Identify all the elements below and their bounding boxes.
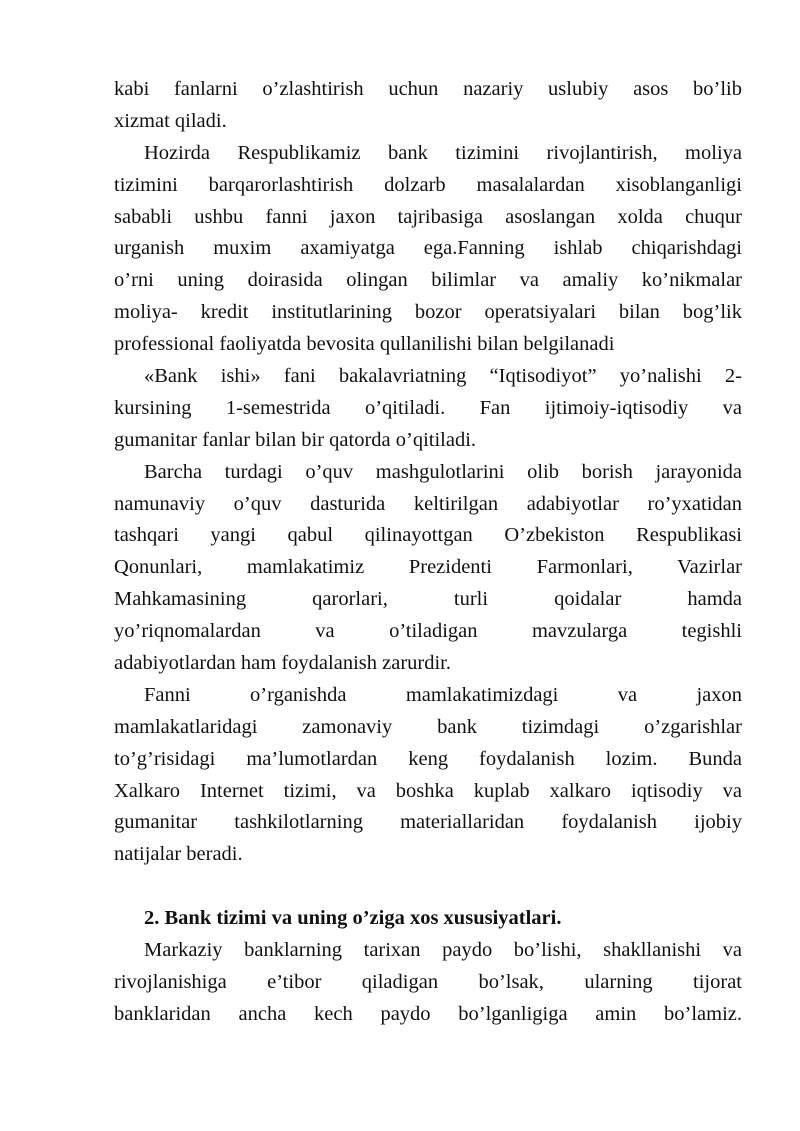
text-line: moliya- kredit institutlarining bozor operatsiyalari bilan bog’lik (114, 301, 742, 324)
text-line: gumanitar fanlar bilan bir qatorda o’qitiladi. (114, 428, 477, 451)
section-heading-text: 2. Bank tizimi va uning o’ziga xos xususiyatlari. (144, 907, 562, 930)
text-line: xizmat qiladi. (114, 109, 227, 132)
text-line: Fanni o’rganishda mamlakatimizdagi va jaxon (144, 683, 742, 706)
text-line: natijalar beradi. (114, 843, 243, 866)
text-line: gumanitar tashkilotlarning materiallaridan foydalanish ijobiy (114, 811, 742, 834)
text-line: Barcha turdagi o’quv mashgulotlarini olib borish jarayonida (144, 460, 742, 483)
paragraph (114, 138, 742, 361)
text-line: Xalkaro Internet tizimi, va boshka kuplab xalkaro iqtisodiy va (114, 779, 742, 802)
text-line: sababli ushbu fanni jaxon tajribasiga asoslangan xolda chuqur (114, 205, 742, 228)
blank-line (114, 871, 742, 903)
text-line: urganish muxim axamiyatga ega.Fanning ishlab chiqarishdagi (114, 237, 742, 260)
document-page (114, 74, 742, 1031)
text-line: professional faoliyatda bevosita qullanilishi bilan belgilanadi (114, 333, 615, 356)
text-line: kabi fanlarni o’zlashtirish uchun nazariy uslubiy asos bo’lib (114, 78, 742, 100)
text-line: «Bank ishi» fani bakalavriatning “Iqtisodiyot” yo’nalishi 2- (144, 365, 742, 388)
text-line: tizimini barqarorlashtirish dolzarb masalalardan xisoblanganligi (114, 173, 742, 196)
paragraph (114, 680, 742, 871)
paragraph (114, 935, 742, 1031)
paragraph (114, 457, 742, 680)
text-line: o’rni uning doirasida olingan bilimlar va amaliy ko’nikmalar (114, 269, 742, 292)
section-body (114, 935, 742, 1031)
text-line: yo’riqnomalardan va o’tiladigan mavzularga tegishli (114, 620, 742, 643)
document-body (114, 74, 742, 871)
text-line: adabiyotlardan ham foydalanish zarurdir. (114, 652, 451, 675)
text-line: Markaziy banklarning tarixan paydo bo’lishi, shakllanishi va (144, 939, 742, 962)
text-line: banklaridan ancha kech paydo bo’lganligiga amin bo’lamiz. (114, 1002, 742, 1025)
text-line: Qonunlari, mamlakatimiz Prezidenti Farmonlari, Vazirlar (114, 556, 742, 579)
text-line: rivojlanishiga e’tibor qiladigan bo’lsak, ularning tijorat (114, 970, 742, 993)
paragraph (114, 361, 742, 457)
text-line: kursining 1-semestrida o’qitiladi. Fan ijtimoiy-iqtisodiy va (114, 396, 742, 419)
text-line: to’g’risidagi ma’lumotlardan keng foydalanish lozim. Bunda (114, 747, 742, 770)
text-line: Mahkamasining qarorlari, turli qoidalar hamda (114, 588, 742, 611)
section-heading (114, 903, 742, 935)
paragraph (114, 74, 742, 138)
text-line: tashqari yangi qabul qilinayottgan O’zbekiston Respublikasi (114, 524, 742, 547)
text-line: namunaviy o’quv dasturida keltirilgan adabiyotlar ro’yxatidan (114, 492, 742, 515)
text-line: mamlakatlaridagi zamonaviy bank tizimdagi o’zgarishlar (114, 715, 742, 738)
text-line: Hozirda Respublikamiz bank tizimini rivojlantirish, moliya (144, 141, 742, 164)
